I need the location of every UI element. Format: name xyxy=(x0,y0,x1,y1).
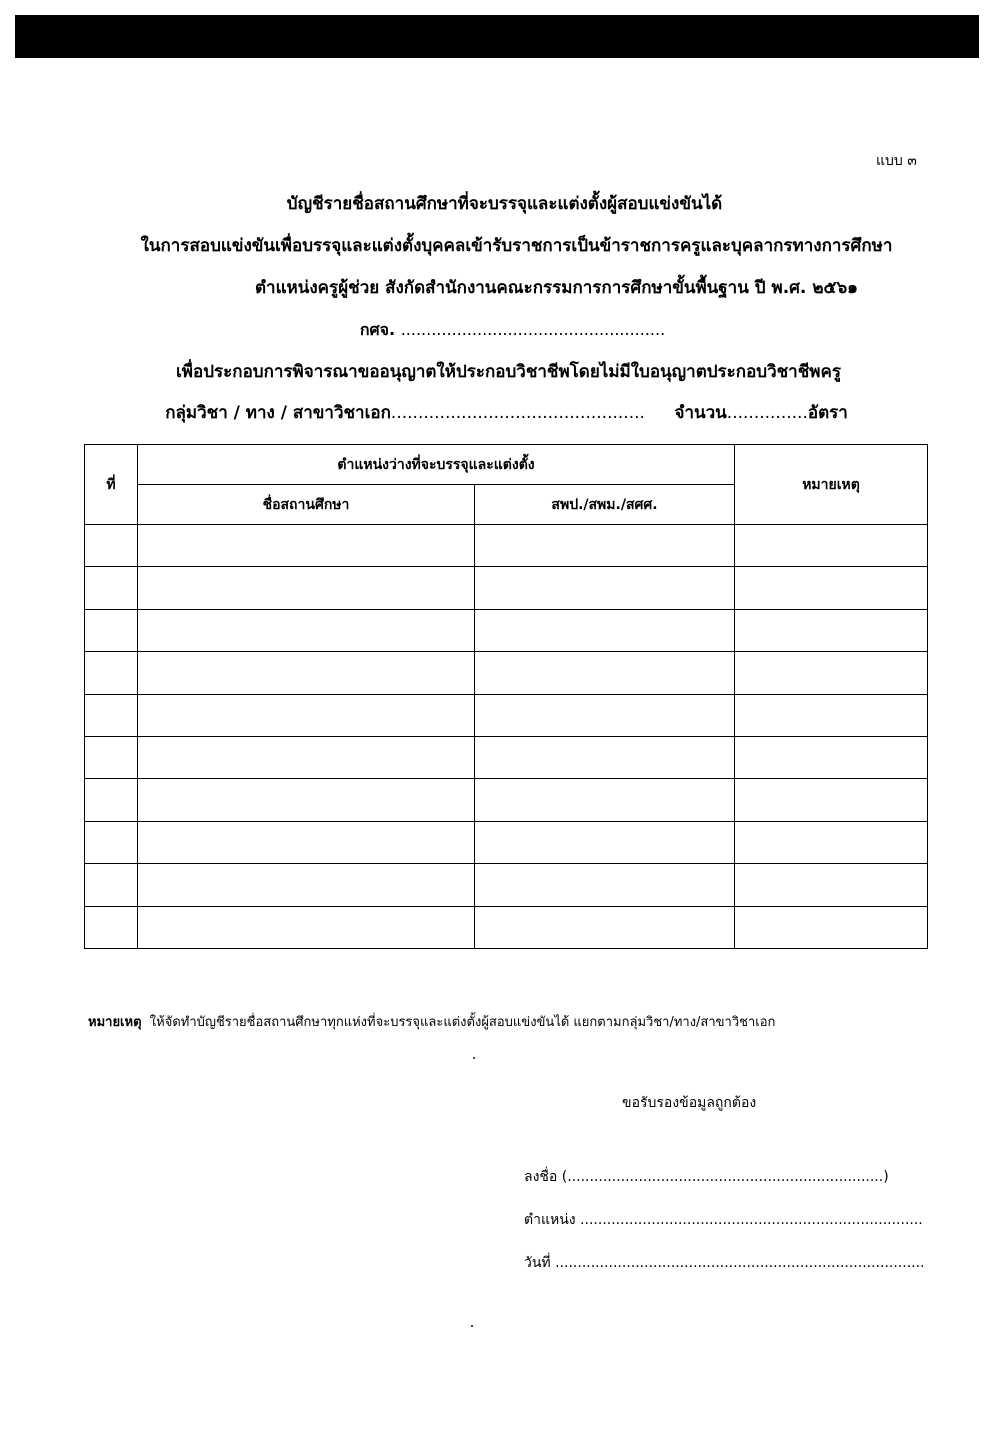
footnote-text: ให้จัดทำบัญชีรายชื่อสถานศึกษาทุกแห่งที่จะบรรจุและแต่งตั้งผู้สอบแข่งขันได้ แยกตามกลุ่มวิชา/ทาง/สาขาวิชาเอก xyxy=(149,1015,776,1030)
cell-area[interactable] xyxy=(475,609,735,651)
cell-area[interactable] xyxy=(475,694,735,736)
cell-area[interactable] xyxy=(475,906,735,948)
cell-no[interactable] xyxy=(85,821,138,863)
cell-no[interactable] xyxy=(85,525,138,567)
cell-no[interactable] xyxy=(85,567,138,609)
cell-area[interactable] xyxy=(475,525,735,567)
office-label: กศจ. xyxy=(359,320,396,339)
cell-remark[interactable] xyxy=(735,567,928,609)
subject-field[interactable]: ............................................... xyxy=(390,403,645,423)
col-header-school: ชื่อสถานศึกษา xyxy=(138,485,475,525)
table-row xyxy=(85,779,928,821)
cell-school[interactable] xyxy=(138,609,475,651)
count-unit: อัตรา xyxy=(807,403,848,423)
cell-school[interactable] xyxy=(138,652,475,694)
cell-remark[interactable] xyxy=(735,821,928,863)
col-header-area: สพป./สพม./สศศ. xyxy=(475,485,735,525)
footnote xyxy=(88,1011,775,1032)
col-header-group: ตำแหน่งว่างที่จะบรรจุและแต่งตั้ง xyxy=(138,445,735,485)
cell-remark[interactable] xyxy=(735,609,928,651)
position-label: ตำแหน่ง xyxy=(524,1212,576,1228)
cell-area[interactable] xyxy=(475,779,735,821)
signature-field[interactable]: (.......................................................................) xyxy=(561,1169,889,1185)
position-field[interactable]: ............................................................................. xyxy=(580,1212,923,1228)
table-row xyxy=(85,736,928,778)
title-line-1: บัญชีรายชื่อสถานศึกษาที่จะบรรจุและแต่งตั้งผู้สอบแข่งขันได้ xyxy=(286,194,723,214)
signature-label: ลงชื่อ xyxy=(524,1169,558,1185)
col-header-remark: หมายเหตุ xyxy=(735,445,928,525)
table-row xyxy=(85,906,928,948)
cell-no[interactable] xyxy=(85,609,138,651)
table-row xyxy=(85,609,928,651)
cell-area[interactable] xyxy=(475,736,735,778)
cell-remark[interactable] xyxy=(735,864,928,906)
cell-no[interactable] xyxy=(85,652,138,694)
date-line xyxy=(524,1252,925,1274)
subject-label: กลุ่มวิชา / ทาง / สาขาวิชาเอก xyxy=(165,403,391,423)
cell-no[interactable] xyxy=(85,736,138,778)
cell-remark[interactable] xyxy=(735,694,928,736)
cell-school[interactable] xyxy=(138,779,475,821)
cell-area[interactable] xyxy=(475,864,735,906)
cell-area[interactable] xyxy=(475,652,735,694)
cell-school[interactable] xyxy=(138,736,475,778)
cell-remark[interactable] xyxy=(735,779,928,821)
date-field[interactable]: ................................................................................... xyxy=(555,1255,925,1271)
title-line-3: ตำแหน่งครูผู้ช่วย สังกัดสำนักงานคณะกรรมการการศึกษาขั้นพื้นฐาน ปี พ.ศ. ๒๕๖๑ xyxy=(255,278,858,298)
cell-no[interactable] xyxy=(85,864,138,906)
cell-remark[interactable] xyxy=(735,652,928,694)
signature-line xyxy=(524,1166,889,1188)
count-label: จำนวน xyxy=(674,403,727,423)
cell-no[interactable] xyxy=(85,906,138,948)
cell-remark[interactable] xyxy=(735,525,928,567)
cell-school[interactable] xyxy=(138,906,475,948)
cell-school[interactable] xyxy=(138,525,475,567)
title-line-office xyxy=(16,318,993,343)
title-line-subject xyxy=(10,399,993,426)
title-line-2: ในการสอบแข่งขันเพื่อบรรจุและแต่งตั้งบุคคลเข้ารับราชการเป็นข้าราชการครูและบุคลากรทางการศึกษา xyxy=(140,236,893,256)
scan-speck xyxy=(473,1057,475,1059)
form-code: แบบ ๓ xyxy=(876,153,917,169)
cell-school[interactable] xyxy=(138,567,475,609)
table-row xyxy=(85,525,928,567)
cell-area[interactable] xyxy=(475,821,735,863)
cell-school[interactable] xyxy=(138,694,475,736)
table-row xyxy=(85,694,928,736)
cell-school[interactable] xyxy=(138,821,475,863)
cell-remark[interactable] xyxy=(735,906,928,948)
cell-school[interactable] xyxy=(138,864,475,906)
scan-speck xyxy=(471,1325,473,1327)
table-row xyxy=(85,652,928,694)
position-line xyxy=(524,1209,923,1231)
vacancy-table xyxy=(84,444,928,949)
table-row xyxy=(85,821,928,863)
office-field[interactable]: .................................................... xyxy=(400,320,666,339)
certify-text: ขอรับรองข้อมูลถูกต้อง xyxy=(622,1095,757,1111)
table-header-row xyxy=(85,445,928,485)
col-header-no: ที่ xyxy=(85,445,138,525)
cell-no[interactable] xyxy=(85,779,138,821)
table-row xyxy=(85,864,928,906)
count-field[interactable]: ............... xyxy=(726,403,808,423)
title-line-5: เพื่อประกอบการพิจารณาขออนุญาตให้ประกอบวิชาชีพโดยไม่มีใบอนุญาตประกอบวิชาชีพครู xyxy=(176,362,841,382)
footnote-label: หมายเหตุ xyxy=(88,1015,142,1030)
date-label: วันที่ xyxy=(524,1255,551,1271)
cell-remark[interactable] xyxy=(735,736,928,778)
cell-area[interactable] xyxy=(475,567,735,609)
top-black-bar xyxy=(15,15,979,58)
table-row xyxy=(85,567,928,609)
cell-no[interactable] xyxy=(85,694,138,736)
